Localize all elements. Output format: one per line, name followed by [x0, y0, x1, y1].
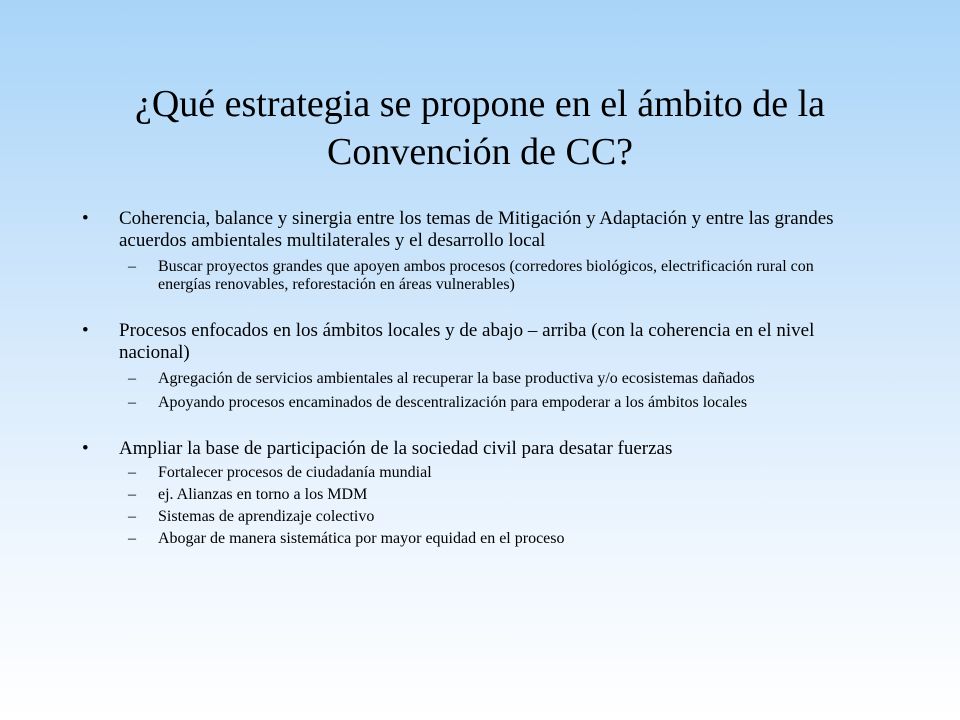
sub-item	[82, 394, 852, 412]
bullet-item	[82, 320, 852, 364]
bullet-dot: •	[82, 208, 89, 229]
slide-body	[82, 208, 852, 574]
bullet-dot: •	[82, 320, 89, 341]
sub-text: Apoyando procesos encaminados de descentralización para empoderar a los ámbitos locales	[158, 394, 748, 411]
bullet-group-3	[82, 438, 852, 548]
sub-dash: –	[128, 530, 136, 547]
bullet-group-2	[82, 320, 852, 412]
sub-dash: –	[128, 486, 136, 503]
slide-title	[60, 80, 900, 176]
title-line-2: Convención de CC?	[326, 131, 634, 173]
sub-text: Abogar de manera sistemática por mayor equidad en el proceso	[158, 530, 565, 547]
bullet-dot: •	[82, 438, 89, 459]
sub-item	[82, 508, 852, 526]
sub-text: Fortalecer procesos de ciudadanía mundial	[158, 464, 432, 481]
bullet-text: Ampliar la base de participación de la sociedad civil para desatar fuerzas	[119, 438, 673, 459]
bullet-group-1	[82, 208, 852, 294]
bullet-item	[82, 438, 852, 460]
sub-text: Agregación de servicios ambientales al recuperar la base productiva y/o ecosistemas dañados	[158, 370, 755, 387]
sub-item	[82, 370, 852, 388]
title-line-1: ¿Qué estrategia se propone en el ámbito de la	[134, 83, 826, 125]
sub-dash: –	[128, 394, 136, 411]
sub-item	[82, 464, 852, 482]
bullet-text: Coherencia, balance y sinergia entre los temas de Mitigación y Adaptación y entre las grandes acuerdos ambientales multilaterales y el desarrollo local	[119, 208, 834, 251]
bullet-text: Procesos enfocados en los ámbitos locales y de abajo – arriba (con la coherencia en el nivel nacional)	[119, 320, 815, 363]
bullet-item	[82, 208, 852, 252]
sub-dash: –	[128, 464, 136, 481]
sub-item	[82, 486, 852, 504]
sub-text: ej. Alianzas en torno a los MDM	[158, 486, 368, 503]
sub-dash: –	[128, 508, 136, 525]
sub-item	[82, 530, 852, 548]
sub-item	[82, 258, 852, 294]
sub-dash: –	[128, 258, 136, 275]
sub-text: Buscar proyectos grandes que apoyen ambos procesos (corredores biológicos, electrificación rural con energías renovables, reforestación en áreas vulnerables)	[158, 258, 814, 293]
sub-text: Sistemas de aprendizaje colectivo	[158, 508, 375, 525]
sub-dash: –	[128, 370, 136, 387]
